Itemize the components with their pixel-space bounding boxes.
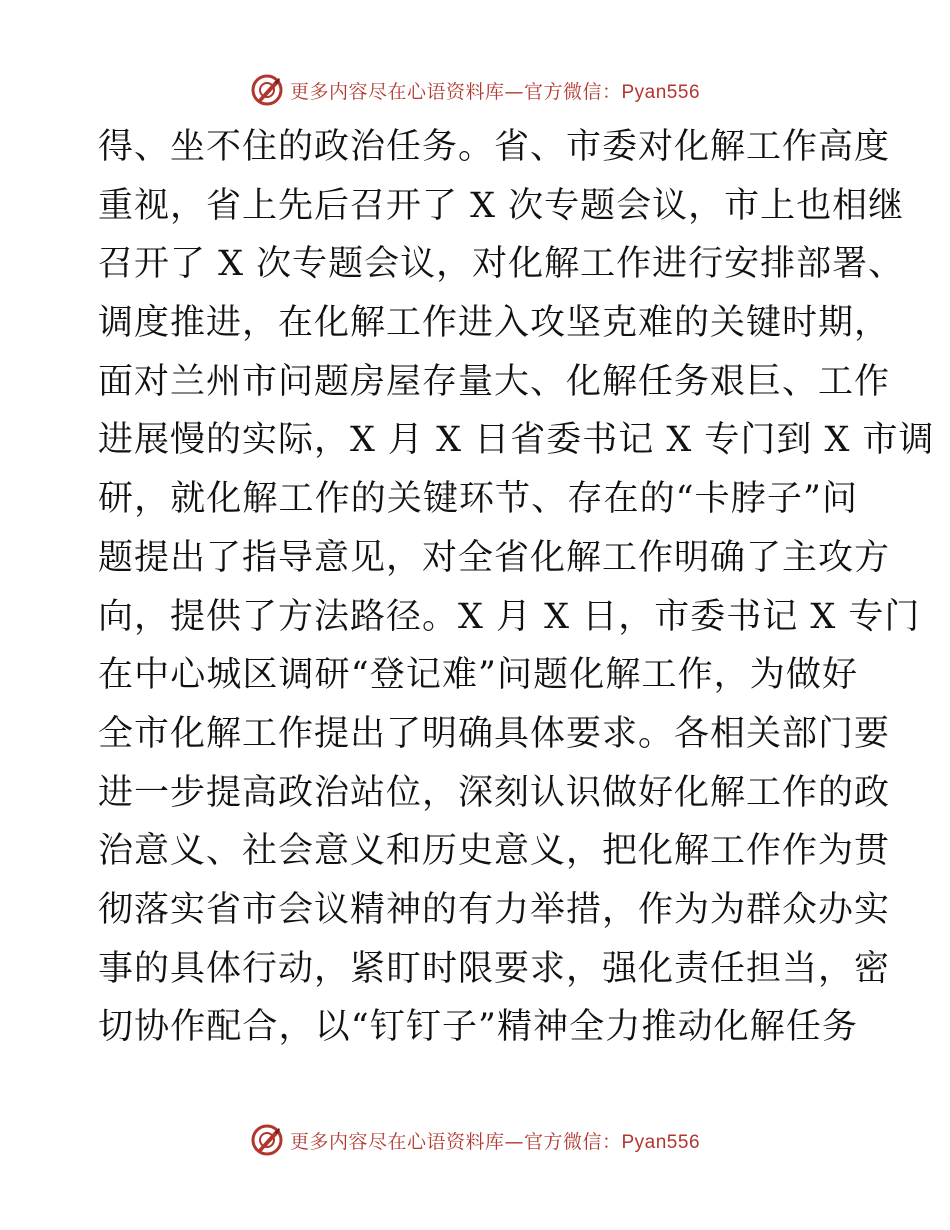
text-line: 切协作配合，以“钉钉子”精神全力推动化解任务 bbox=[98, 1007, 858, 1048]
text-line: 事的具体行动，紧盯时限要求，强化责任担当，密 bbox=[98, 948, 891, 989]
header-banner bbox=[0, 70, 950, 110]
text-line: 治意义、社会意义和历史意义，把化解工作作为贯 bbox=[98, 831, 891, 872]
text-line: 全市化解工作提出了明确具体要求。各相关部门要 bbox=[98, 713, 891, 754]
banner-label: 更多内容尽在心语资料库—官方微信： bbox=[289, 80, 622, 103]
logo-icon bbox=[250, 1123, 284, 1157]
text-line: 进展慢的实际，X 月 X 日省委书记 X 专门到 X 市调 bbox=[98, 420, 935, 461]
banner-label: 更多内容尽在心语资料库—官方微信： bbox=[289, 1130, 622, 1153]
text-line: 面对兰州市问题房屋存量大、化解任务艰巨、工作 bbox=[98, 361, 891, 402]
footer-banner bbox=[0, 1120, 950, 1160]
text-line: 重视，省上先后召开了 X 次专题会议，市上也相继 bbox=[98, 185, 905, 226]
text-line: 研，就化解工作的关键环节、存在的“卡脖子”问 bbox=[98, 479, 858, 520]
logo-icon bbox=[250, 73, 284, 107]
footer-banner-text bbox=[290, 1127, 700, 1154]
text-line: 得、坐不住的政治任务。省、市委对化解工作高度 bbox=[98, 127, 891, 167]
text-line: 进一步提高政治站位，深刻认识做好化解工作的政 bbox=[98, 772, 891, 813]
text-line: 调度推进，在化解工作进入攻坚克难的关键时期， bbox=[98, 303, 891, 344]
banner-handle: Pyan556 bbox=[621, 1131, 701, 1153]
banner-handle: Pyan556 bbox=[621, 81, 701, 103]
document-body bbox=[98, 118, 935, 1057]
text-line: 召开了 X 次专题会议，对化解工作进行安排部署、 bbox=[98, 244, 905, 285]
text-line: 在中心城区调研“登记难”问题化解工作，为做好 bbox=[98, 655, 858, 696]
text-line: 向，提供了方法路径。X 月 X 日，市委书记 X 专门 bbox=[98, 596, 921, 637]
text-line: 题提出了指导意见，对全省化解工作明确了主攻方 bbox=[98, 537, 891, 578]
text-line: 彻落实省市会议精神的有力举措，作为为群众办实 bbox=[98, 889, 891, 930]
header-banner-text bbox=[290, 77, 700, 104]
